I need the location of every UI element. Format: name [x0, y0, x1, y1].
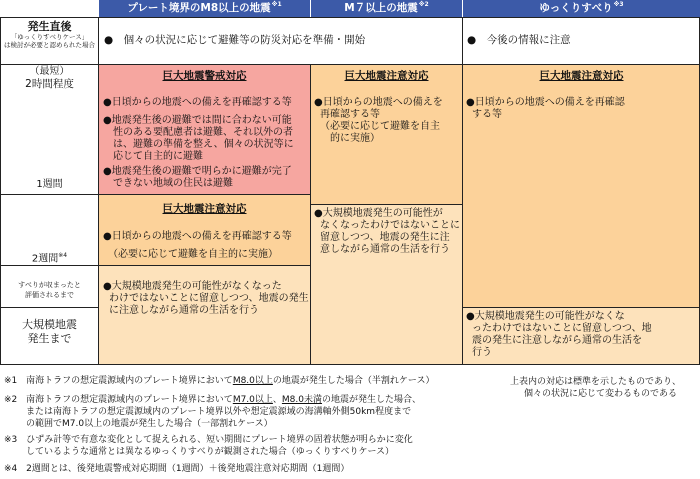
c3-bot-l4: 行う — [472, 347, 492, 358]
fn4-text: 2週間とは、後発地震警戒対応期間（1週間）＋後発地震注意対応期間（1週間） — [26, 464, 350, 474]
label-slowslip-case: 「ゆっくりすべりケース」 — [10, 33, 89, 41]
label-2-weeks-text: 2週間 — [31, 253, 59, 265]
red-b3-line1: ●地震発生後の避難で明らかに避難が完了 — [103, 166, 292, 177]
grid-line — [463, 307, 700, 308]
red-b2-line1: ●地震発生後の避難では間に合わない可能 — [103, 115, 292, 126]
row1-prepare-text: ● 個々の状況に応じて避難等の防災対応を準備・開始 — [104, 34, 366, 46]
red-b2-line4: 応じて自主的に避難 — [113, 151, 203, 162]
header-m8-note: ※1 — [271, 0, 282, 8]
red-block-title: 巨大地震警戒対応 — [162, 70, 247, 82]
red-block-bullet-2 — [103, 115, 294, 163]
c1-bot-text — [103, 281, 309, 317]
label-large-quake: 大規模地震 — [22, 318, 77, 331]
c3-bot-text — [466, 311, 652, 359]
c3-top-l1: ●日頃からの地震への備えを再確認 — [466, 97, 625, 108]
c2-mid-text — [314, 208, 460, 256]
grid-line — [310, 64, 311, 364]
fn1-pre: 南海トラフの想定震源域内のプレート境界において — [26, 376, 233, 386]
c3-top-text — [466, 97, 625, 121]
footnote-4 — [4, 463, 349, 475]
left-row-immediate — [1, 18, 98, 64]
c2-top-l3: （必要に応じて避難を自主 — [320, 121, 440, 132]
grid-line — [0, 64, 700, 65]
grid-line — [0, 194, 310, 195]
header-m8-label: プレート境界のM8以上の地震 — [127, 2, 271, 15]
c3-top-title: 巨大地震注意対応 — [539, 70, 624, 82]
label-2-weeks-note: ※4 — [58, 252, 68, 259]
grid-line — [0, 307, 99, 308]
footnote-1 — [4, 375, 434, 387]
grid-line — [0, 364, 700, 365]
fn1-underlined: M8.0以上 — [232, 376, 273, 386]
fn2-underlined-1: M7.0以上 — [232, 395, 273, 405]
fn3-line2: しているような通常とは異なるゆっくりすべりが観測された場合（ゆっくりすべりケース） — [26, 447, 395, 457]
fn2-pre: 南海トラフの想定震源域内のプレート境界において — [26, 395, 233, 405]
c2-mid-l2: なくなったわけではないことに — [320, 220, 460, 231]
label-immediate: 発生直後 — [27, 20, 72, 33]
footnote-3 — [4, 434, 413, 458]
red-b2-line2: 性のある要配慮者は避難、それ以外の者 — [113, 127, 293, 138]
side-note — [510, 376, 681, 400]
grid-line — [0, 17, 700, 18]
fn3-mark: ※3 — [4, 435, 18, 445]
label-shortest: （最短） — [29, 66, 70, 77]
c1-bot-l3: に注意しながら通常の生活を行う — [109, 305, 259, 316]
c2-top-l2: 再確認する等 — [320, 109, 380, 120]
red-b2-line3: は、避難の準備を整え、個々の状況等に — [113, 139, 294, 150]
label-2-hours: 2時間程度 — [25, 78, 74, 90]
c3-bot-l2: ったわけではないことに留意しつつ、地 — [472, 323, 652, 334]
fn2-mid: 、 — [272, 395, 282, 405]
label-slip-settled-1: すべりが収まったと — [18, 281, 81, 289]
c1-bot-l2: わけではないことに留意しつつ、地震の発生 — [109, 293, 309, 304]
row1-info-text: ● 今後の情報に注意 — [467, 34, 571, 46]
header-m7 — [311, 0, 462, 17]
fn4-mark: ※4 — [4, 464, 18, 474]
red-block-bullet-1: ●日頃からの地震への備えを再確認する等 — [103, 97, 292, 108]
c2-top-l1: ●日頃からの地震への備えを — [314, 97, 443, 108]
c1-bot-l1: ●大規模地震発生の可能性がなくなった — [103, 281, 282, 292]
c2-mid-l3: 留意しつつ、地震の発生に注 — [320, 232, 450, 243]
c2-top-l4: 的に実施） — [330, 133, 380, 144]
label-2-weeks — [1, 250, 98, 265]
red-b3-line2: できない地域の住民は避難 — [113, 178, 233, 189]
c2-top-title: 巨大地震注意対応 — [344, 70, 429, 82]
fn2-line3: の範囲でM7.0以上の地震が発生した場合（一部割れケース） — [26, 419, 273, 429]
label-slip-settled-2: 評価されるまで — [25, 291, 74, 299]
header-m8 — [99, 0, 310, 17]
header-slow-slip — [463, 0, 700, 17]
footnote-2 — [4, 394, 421, 430]
label-until-large-quake — [1, 318, 98, 346]
label-1-week: 1週間 — [36, 179, 63, 190]
label-slip-settled — [1, 280, 98, 300]
fn2-underlined-2: M8.0未満 — [281, 395, 323, 405]
header-m7-label: M７以上の地震 — [344, 2, 418, 15]
label-until-occurrence: 発生まで — [27, 332, 72, 345]
fn3-line1: ひずみ計等で有意な変化として捉えられる、短い期間にプレート境界の固着状態が明らかに変化 — [26, 435, 413, 445]
label-slowslip-case-note: は検討が必要と認められた場合 — [4, 41, 95, 49]
c3-bot-l1: ●大規模地震発生の可能性がなくな — [466, 311, 625, 322]
fn1-mark: ※1 — [4, 376, 18, 386]
c2-mid-l1: ●大規模地震発生の可能性が — [314, 208, 443, 219]
grid-line — [310, 204, 463, 205]
red-block-bullet-3 — [103, 166, 292, 190]
fn2-post: の地震が発生した場合、 — [322, 395, 422, 405]
left-row-2h — [1, 66, 98, 90]
header-slow-slip-label: ゆっくりすべり — [539, 2, 613, 15]
c2-mid-l4: 意しながら通常の生活を行う — [320, 244, 450, 255]
c3-bot-l3: 震の発生に注意しながら通常の生活を — [472, 335, 642, 346]
header-m7-note: ※2 — [418, 0, 429, 8]
header-slow-slip-note: ※3 — [613, 0, 624, 8]
fn2-mark: ※2 — [4, 395, 18, 405]
c2-top-text — [314, 97, 443, 145]
side-note-line2: 個々の状況に応じて変わるものである — [524, 389, 678, 399]
c1-mid-title: 巨大地震注意対応 — [162, 203, 247, 215]
c1-mid-l2: （必要に応じて避難を自主的に実施） — [108, 249, 278, 260]
c1-mid-l1: ●日頃からの地震への備えを再確認する等 — [103, 231, 292, 242]
c3-top-l2: する等 — [472, 109, 502, 120]
fn1-post: の地震が発生した場合（半割れケース） — [272, 376, 435, 386]
side-note-line1: 上表内の対応は標準を示したものであり、 — [510, 377, 682, 387]
fn2-line2: または南海トラフの想定震源域内のプレート境界以外や想定震源域の海溝軸外側50km程度まで — [26, 407, 412, 417]
